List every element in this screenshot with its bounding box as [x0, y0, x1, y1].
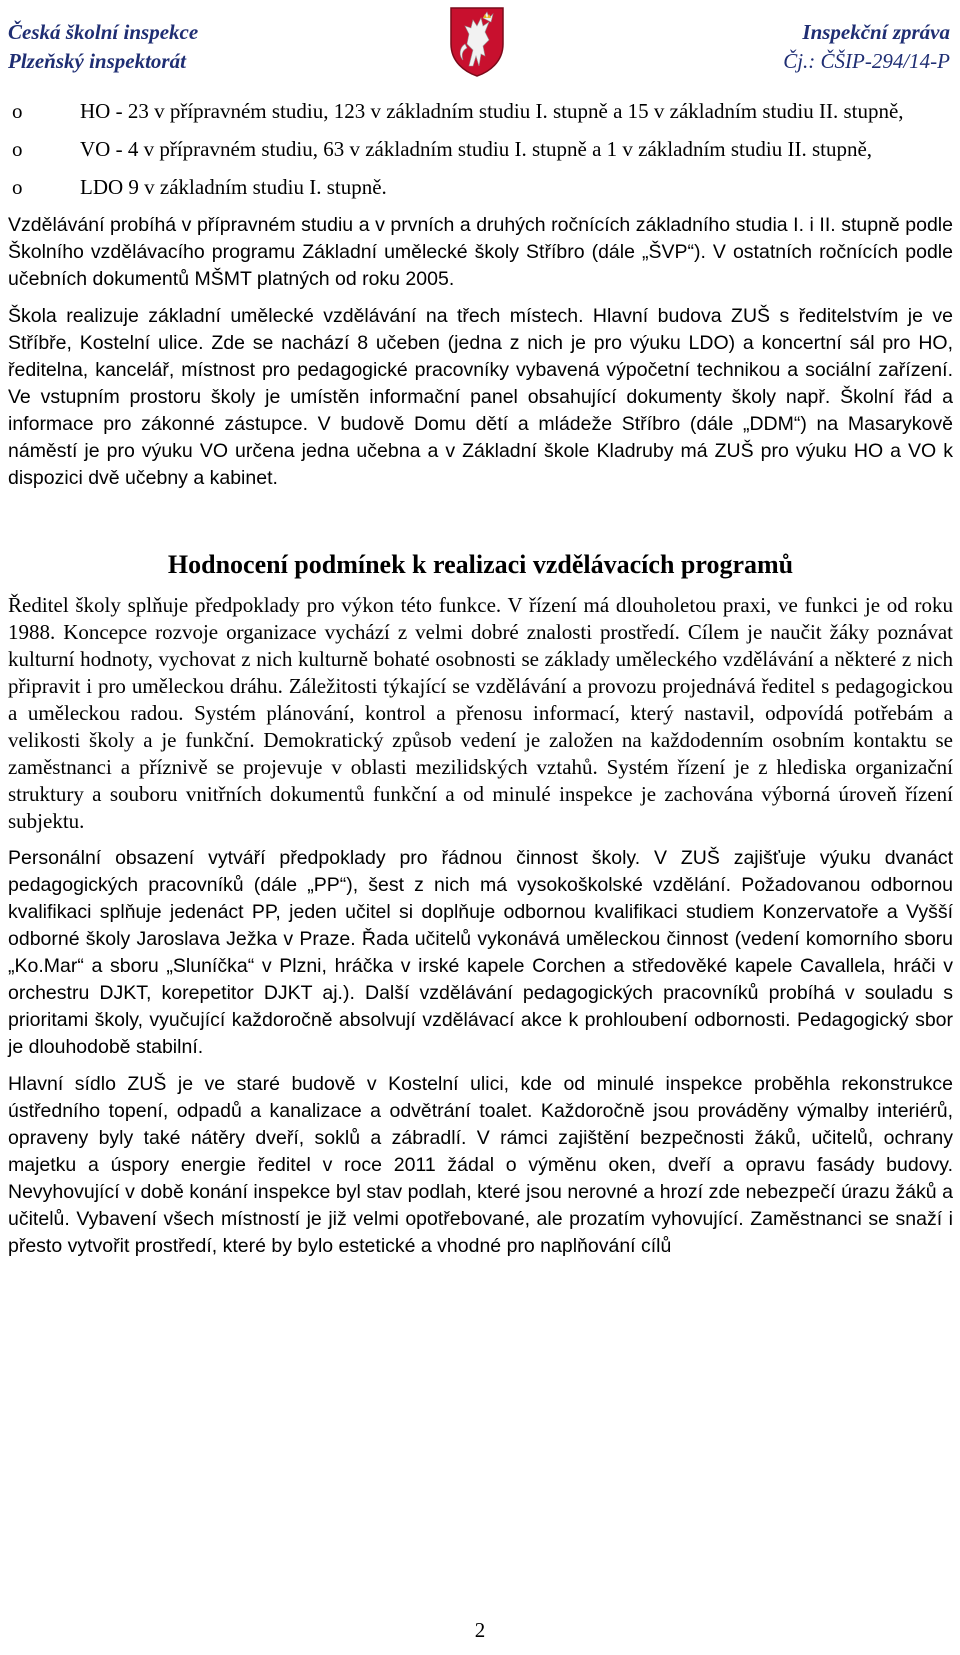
list-item [8, 136, 953, 163]
page-number: 2 [474, 1618, 486, 1642]
header-institution [8, 18, 198, 76]
header-reference-number: Čj.: ČŠIP-294/14-P [783, 49, 950, 73]
list-bullet: o [12, 175, 23, 199]
list-bullet: o [12, 137, 23, 161]
list-item [8, 174, 953, 201]
header-report-type: Inspekční zpráva [802, 20, 950, 44]
header-report-info [783, 18, 950, 76]
study-counts-list [8, 98, 953, 201]
paragraph-education-programme: Vzdělávání probíhá v přípravném studiu a v prvních a druhých ročnících základního studia I. i II. stupně podle Školního vzdělávacího programu Základní umělecké školy Stříbro (dále „ŠVP“). V ostatních ročnících podle učebních dokumentů MŠMT platných od roku 2005. [8, 214, 953, 290]
document-body [8, 98, 953, 1270]
paragraph-premises: Hlavní sídlo ZUŠ je ve staré budově v Kostelní ulici, kde od minulé inspekce proběhla rekonstrukce ústředního topení, odpadů a kanalizace a odvětrání toalet. Každoročně jsou prováděny výmalby interiérů, opraveny byly také nátěry dveří, soklů a zábradlí. V rámci zajištění bezpečnosti žáků, učitelů, ochrany majetku a úspory energie ředitel v roce 2011 žádal o výměnu oken, dveří a opravu fasády budovy. Nevyhovující v době konání inspekce byl stav podlah, které jsou nerovné a hrozí zde nebezpečí úrazu žáků a učitelů. Vybavení všech místností je již velmi opotřebované, ale prozatím vyhovující. Zaměstnanci se snaží i přesto vytvořit prostředí, které by bylo estetické a vhodné pro naplňování cílů [8, 1073, 953, 1257]
list-item-text: HO - 23 v přípravném studiu, 123 v základním studiu I. stupně a 15 v základním studiu II. stupně, [80, 99, 904, 123]
section-heading: Hodnocení podmínek k realizaci vzdělávacích programů [167, 550, 794, 579]
header-institution-name: Česká školní inspekce [8, 20, 199, 44]
list-item-text: LDO 9 v základním studiu I. stupně. [80, 175, 387, 199]
list-item-text: VO - 4 v přípravném studiu, 63 v základním studiu I. stupně a 1 v základním studiu II. stupně, [80, 137, 873, 161]
page-header [0, 0, 960, 80]
paragraph-school-locations: Škola realizuje základní umělecké vzdělávání na třech místech. Hlavní budova ZUŠ s ředitelstvím je ve Stříbře, Kostelní ulice. Zde se nachází 8 učeben (jedna z nich je pro výuku LDO) a koncertní sál pro HO, ředitelna, kancelář, místnost pro pedagogické pracovníky vybavená výpočetní technikou a sociální zařízení. Ve vstupním prostoru školy je umístěn informační panel obsahující dokumenty školy např. Školní řád a informace pro zákonné zástupce. V budově Domu dětí a mládeže Stříbro (dále „DDM“) na Masarykově náměstí je pro výuku VO určena jedna učebna a v Základní škole Kladruby má ZUŠ pro výuku HO a VO k dispozici dvě učebny a kabinet. [8, 305, 953, 489]
paragraph-staffing: Personální obsazení vytváří předpoklady pro řádnou činnost školy. V ZUŠ zajišťuje výuku dvanáct pedagogických pracovníků (dále „PP“), šest z nich má vysokoškolské vzdělání. Požadovanou odbornou kvalifikaci splňuje jedenáct PP, jeden učitel si doplňuje odbornou kvalifikaci studiem Konzervatoře a Vyšší odborné školy Jaroslava Ježka v Praze. Řada učitelů vykonává uměleckou činnost (vedení komorního sboru „Ko.Mar“ a sboru „Sluníčka“ v Plzni, hráčka v irské kapele Corchen a středověké kapele Cavallela, hráči v orchestru DJKT, korepetitor DJKT aj.). Další vzdělávání pedagogických pracovníků probíhá v souladu s prioritami školy, vyučující každoročně absolvují vzdělávací akce k prohloubení odbornosti. Pedagogický sbor je dlouhodobě stabilní. [8, 847, 953, 1058]
list-item [8, 98, 953, 125]
header-inspectorate-name: Plzeňský inspektorát [8, 49, 186, 73]
czech-coat-of-arms-lion-icon [447, 4, 507, 78]
list-bullet: o [12, 99, 23, 123]
paragraph-management: Ředitel školy splňuje předpoklady pro výkon této funkce. V řízení má dlouholetou praxi, ve funkci je od roku 1988. Koncepce rozvoje organizace vychází z velmi dobré znalosti prostředí. Cílem je naučit žáky poznávat kulturní hodnoty, vychovat z nich kulturně bohaté osobnosti se základy uměleckého vzdělávání a některé z nich připravit i pro uměleckou dráhu. Záležitosti týkající se vzdělávání a provozu projednává ředitel s pedagogickou a uměleckou radou. Systém plánování, kontrol a přenosu informací, který nastavil, odpovídá potřebám a velikosti školy a je funkční. Demokratický způsob vedení je založen na každodenním osobním kontaktu se zaměstnanci a příznivě se projevuje v oblasti mezilidských vztahů. Systém řízení je z hlediska organizační struktury a souboru vnitřních dokumentů funkční a od minulé inspekce je zachována výborná úroveň řízení subjektu. [8, 593, 953, 833]
